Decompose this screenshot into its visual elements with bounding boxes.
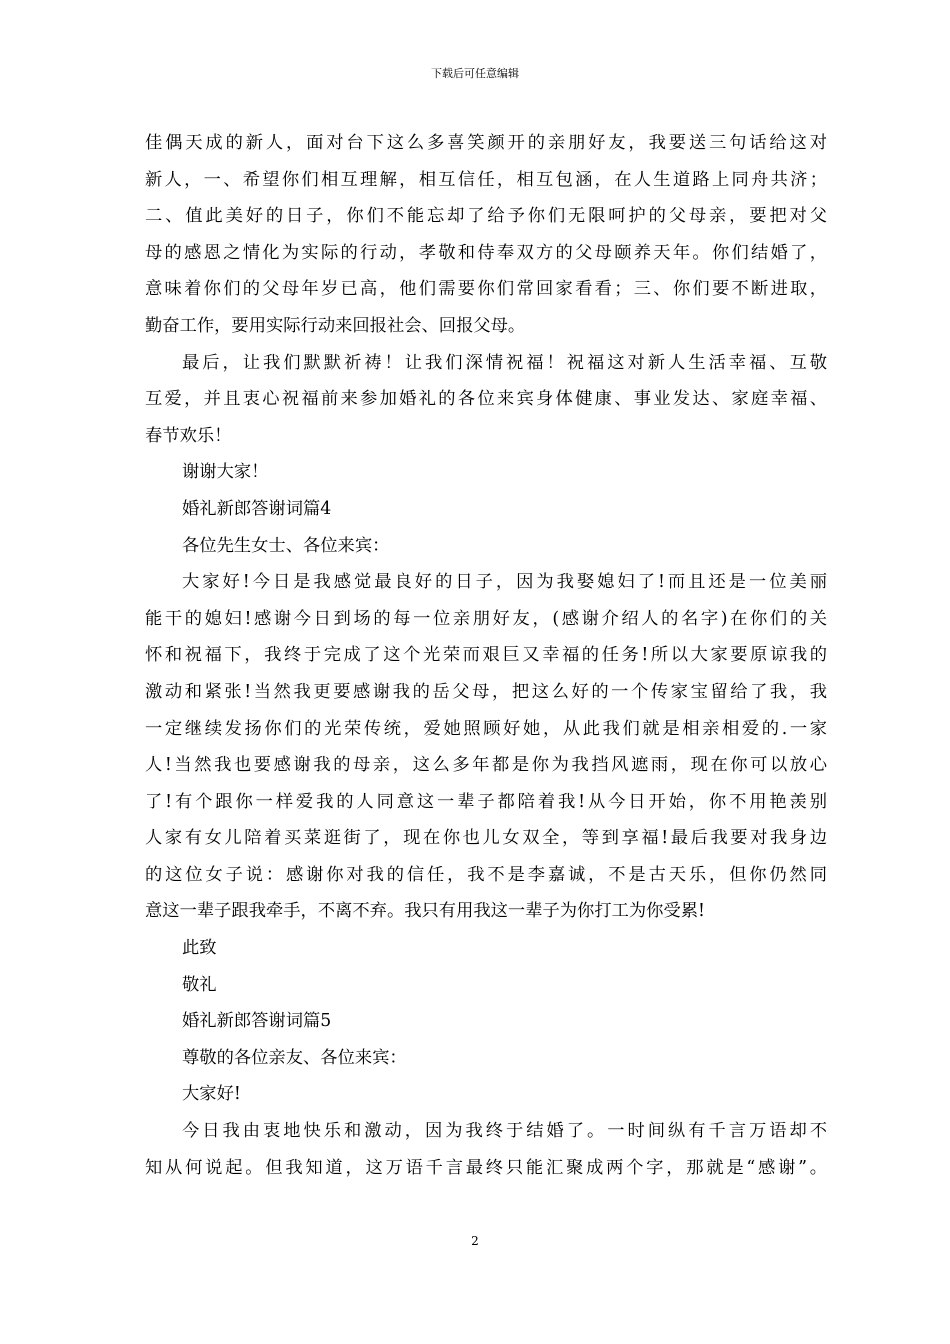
- text-line: 意味着你们的父母年岁已高，他们需要你们常回家看看；三、你们要不断进取，: [145, 279, 827, 300]
- text-line: 婚礼新郎答谢词篇5: [182, 1011, 332, 1032]
- text-line: 各位先生女士、各位来宾：: [182, 535, 390, 556]
- text-line: 婚礼新郎答谢词篇4: [182, 498, 332, 519]
- text-line: 尊敬的各位亲友、各位来宾：: [182, 1047, 407, 1068]
- text-line: 春节欢乐！: [145, 425, 232, 446]
- text-line: 二、值此美好的日子，你们不能忘却了给予你们无限呵护的父母亲，要把对父: [145, 206, 827, 227]
- page-header: 下载后可任意编辑: [431, 67, 519, 80]
- text-line: 最后，让我们默默祈祷！让我们深情祝福！祝福这对新人生活幸福、互敬: [182, 352, 827, 373]
- text-line: 谢谢大家！: [182, 462, 269, 483]
- text-line: 人!当然我也要感谢我的母亲，这么多年都是你为我挡风遮雨，现在你可以放心: [145, 755, 827, 776]
- document-body: [145, 125, 827, 1186]
- text-line: 勤奋工作，要用实际行动来回报社会、回报父母。: [145, 315, 526, 336]
- text-line: 怀和祝福下，我终于完成了这个光荣而艰巨又幸福的任务!所以大家要原谅我的: [145, 645, 827, 666]
- page-number: 2: [471, 1234, 479, 1248]
- text-line: 激动和紧张!当然我更要感谢我的岳父母，把这么好的一个传家宝留给了我，我: [145, 681, 827, 702]
- text-line: 大家好!: [182, 1084, 241, 1105]
- text-line: 知从何说起。但我知道，这万语千言最终只能汇聚成两个字，那就是“感谢”。: [145, 1157, 827, 1178]
- text-line: 佳偶天成的新人，面对台下这么多喜笑颜开的亲朋好友，我要送三句话给这对: [145, 133, 827, 153]
- text-line: 的这位女子说：感谢你对我的信任，我不是李嘉诚，不是古天乐，但你仍然同: [145, 864, 827, 885]
- text-line: 了!有个跟你一样爱我的人同意这一辈子都陪着我!从今日开始，你不用艳羡别: [145, 791, 827, 812]
- text-line: 能干的媳妇!感谢今日到场的每一位亲朋好友，(感谢介绍人的名字)在你们的关: [145, 608, 827, 629]
- text-line: 此致: [182, 938, 217, 959]
- text-line: 新人，一、希望你们相互理解，相互信任，相互包涵，在人生道路上同舟共济；: [145, 169, 827, 190]
- text-line: 互爱，并且衷心祝福前来参加婚礼的各位来宾身体健康、事业发达、家庭幸福、: [145, 389, 827, 410]
- text-line: 一定继续发扬你们的光荣传统，爱她照顾好她，从此我们就是相亲相爱的.一家: [145, 718, 827, 739]
- text-line: 意这一辈子跟我牵手，不离不弃。我只有用我这一辈子为你打工为你受累!: [145, 901, 705, 922]
- text-line: 敬礼: [182, 974, 217, 995]
- text-line: 人家有女儿陪着买菜逛街了，现在你也儿女双全，等到享福!最后我要对我身边: [145, 828, 827, 849]
- text-line: 母的感恩之情化为实际的行动，孝敬和侍奉双方的父母颐养天年。你们结婚了，: [145, 242, 827, 263]
- text-line: 大家好!今日是我感觉最良好的日子，因为我娶媳妇了!而且还是一位美丽: [182, 572, 827, 593]
- text-line: 今日我由衷地快乐和激动，因为我终于结婚了。一时间纵有千言万语却不: [182, 1121, 827, 1142]
